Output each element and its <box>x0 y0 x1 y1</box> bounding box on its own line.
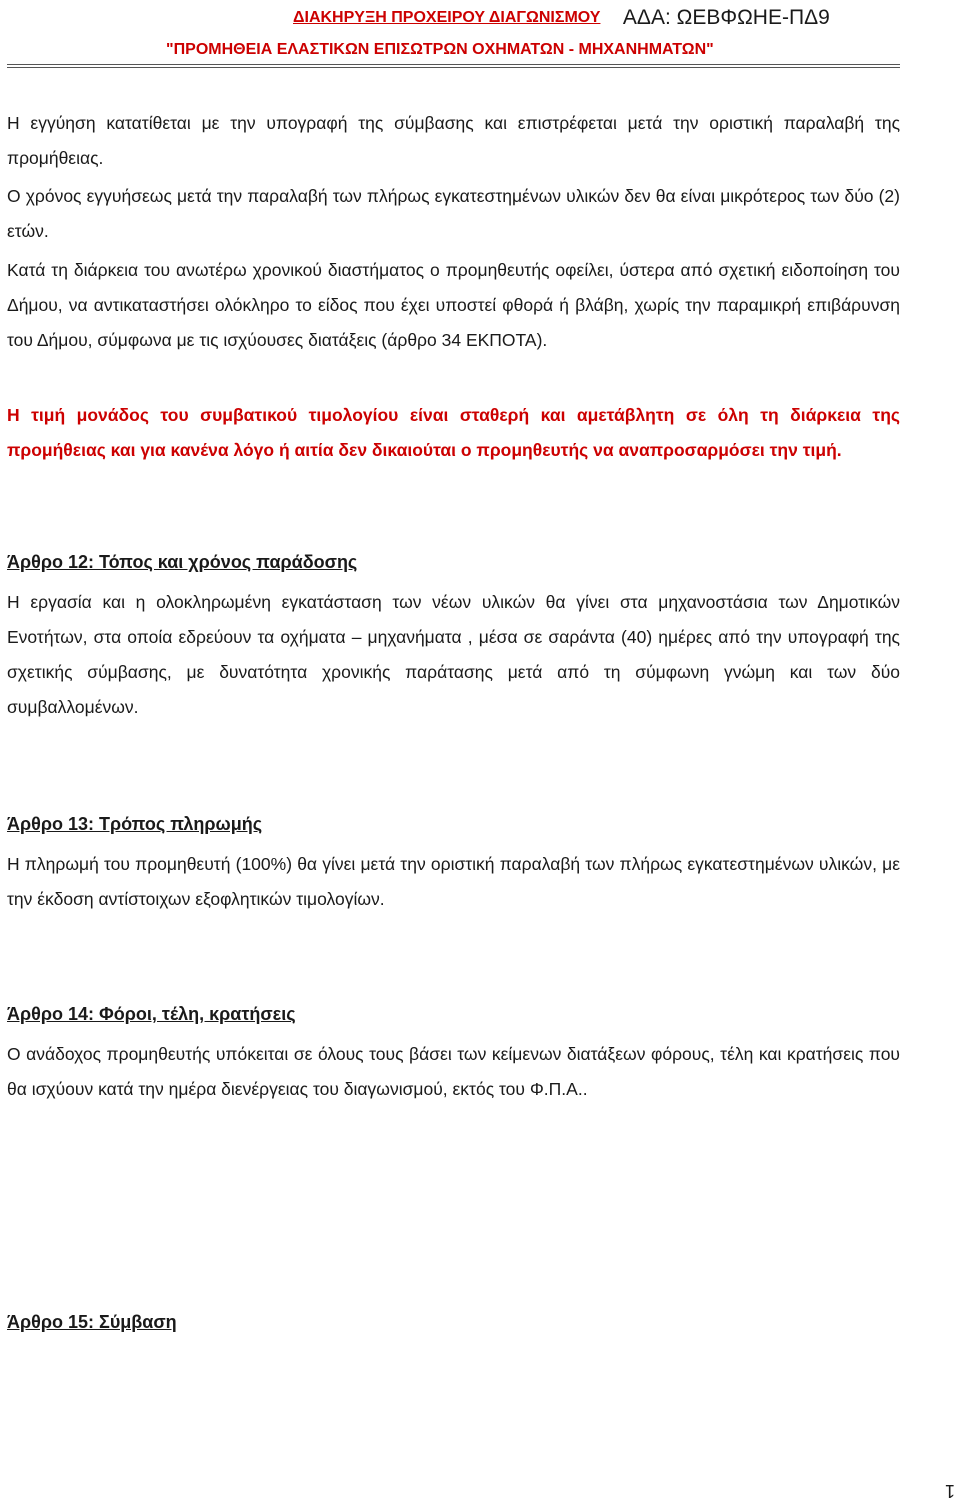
article-15-heading: Άρθρο 15: Σύμβαση <box>7 1312 177 1332</box>
header-rule-top <box>7 64 900 65</box>
paragraph-guarantee-deposit: Η εγγύηση κατατίθεται με την υπογραφή της σύμβασης και επιστρέφεται μετά την οριστική παραλαβή της προμήθειας. <box>7 113 900 168</box>
article-13-text: Η πληρωμή του προμηθευτή (100%) θα γίνει μετά την οριστική παραλαβή των πλήρως εγκατεστημένων υλικών, με την έκδοση αντίστοιχων εξοφλητικών τιμολογίων. <box>7 854 900 909</box>
article-14-heading: Άρθρο 14: Φόροι, τέλη, κρατήσεις <box>7 1004 296 1024</box>
paragraph-replacement-obligation: Κατά τη διάρκεια του ανωτέρω χρονικού διαστήματος ο προμηθευτής οφείλει, ύστερα από σχετική ειδοποίηση του Δήμου, να αντικαταστήσει ολόκληρο το είδος που έχει υποστεί φθορά ή βλάβη, χωρίς την παραμικρή επιβάρυνση του Δήμου, σύμφωνα με τις ισχύουσες διατάξεις (άρθρο 34 ΕΚΠΟΤΑ). <box>7 260 900 350</box>
header-ada-code: ΑΔΑ: ΩΕΒΦΩΗΕ-ΠΔ9 <box>622 6 830 29</box>
header-title: ΔΙΑΚΗΡΥΞΗ ΠΡΟΧΕΙΡΟΥ ΔΙΑΓΩΝΙΣΜΟΥ <box>293 9 601 26</box>
header-line <box>293 6 830 30</box>
article-14-text: Ο ανάδοχος προμηθευτής υπόκειται σε όλους τους βάσει των κείμενων διατάξεων φόρους, τέλη και κρατήσεις που θα ισχύουν κατά την ημέρα διενέργειας του διαγωνισμού, εκτός του Φ.Π.Α.. <box>7 1044 900 1099</box>
header-subtitle: "ΠΡΟΜΗΘΕΙΑ ΕΛΑΣΤΙΚΩΝ ΕΠΙΣΩΤΡΩΝ ΟΧΗΜΑΤΩΝ - ΜΗΧΑΝΗΜΑΤΩΝ" <box>166 41 714 58</box>
paragraph-fixed-price: Η τιμή μονάδος του συμβατικού τιμολογίου είναι σταθερή και αμετάβλητη σε όλη τη διάρκεια της προμήθειας και για κανένα λόγο ή αιτία δεν δικαιούται ο προμηθευτής να αναπροσαρμόσει την τιμή. <box>7 405 900 460</box>
paragraph-guarantee-period: Ο χρόνος εγγυήσεως μετά την παραλαβή των πλήρως εγκατεστημένων υλικών δεν θα είναι μικρότερος των δύο (2) ετών. <box>7 186 900 241</box>
page-number: 1 <box>945 1481 956 1501</box>
document-header <box>0 0 960 70</box>
article-12-text: Η εργασία και η ολοκληρωμένη εγκατάσταση των νέων υλικών θα γίνει στα μηχανοστάσια των Δημοτικών Ενοτήτων, στα οποία εδρεύουν τα οχήματα – μηχανήματα , μέσα σε σαράντα (40) ημέρες από την υπογραφή της σχετικής σύμβασης, με δυνατότητα χρονικής παράτασης μετά από τη σύμφωνη γνώμη και των δύο συμβαλλομένων. <box>7 592 900 717</box>
header-rule-bottom <box>7 67 900 68</box>
article-13-heading: Άρθρο 13: Τρόπος πληρωμής <box>7 814 263 834</box>
article-12-heading: Άρθρο 12: Τόπος και χρόνος παράδοσης <box>7 552 358 572</box>
